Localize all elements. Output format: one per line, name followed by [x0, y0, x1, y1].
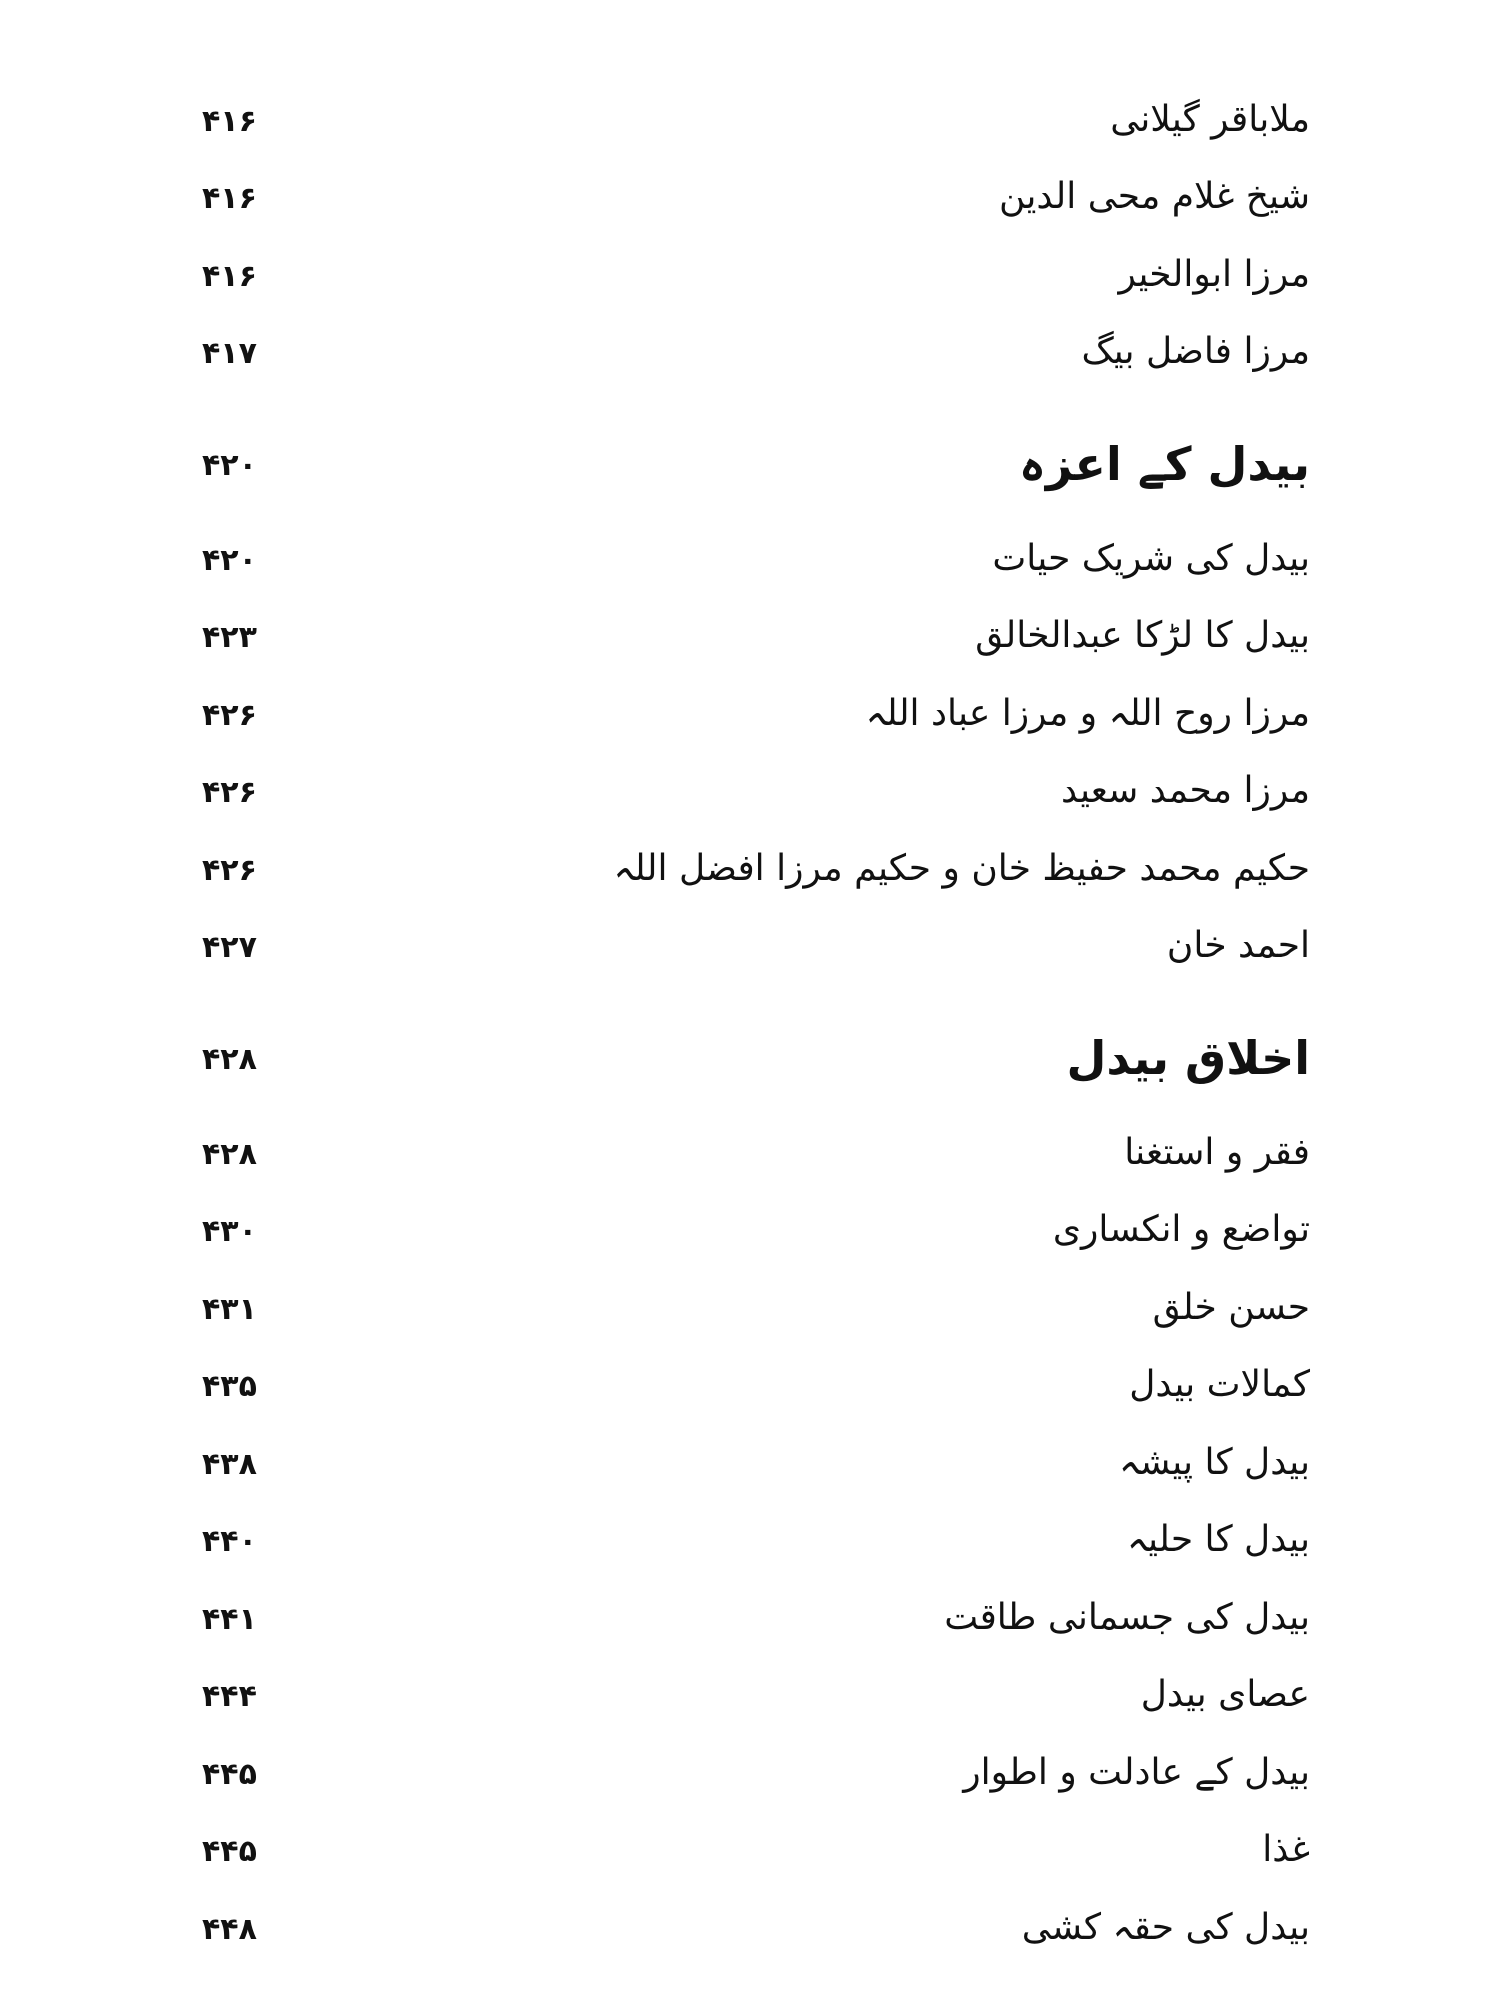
- toc-entry: [190, 1435, 1310, 1505]
- section-title: بیدل کے اعزہ: [1018, 437, 1310, 491]
- entry-title: بیدل کی جسمانی طاقت: [944, 1597, 1310, 1638]
- page-number: ۴۲۸: [202, 1042, 257, 1077]
- page-number: ۴۴۰: [202, 1524, 257, 1559]
- toc-entry: [190, 1125, 1310, 1195]
- toc-entry: [190, 608, 1310, 678]
- page-number: ۴۳۵: [202, 1369, 257, 1404]
- toc-entry: [190, 169, 1310, 239]
- entry-title: بیدل کی شریک حیات: [992, 538, 1310, 579]
- entry-title: بیدل کے عادلت و اطوار: [963, 1752, 1310, 1793]
- toc-entry: [190, 841, 1310, 911]
- page-number: ۴۴۸: [202, 1912, 257, 1947]
- page-number: ۴۴۱: [202, 1602, 257, 1637]
- toc-entry: [190, 918, 1310, 988]
- toc-entry: [190, 1822, 1310, 1892]
- page-number: ۴۲۶: [202, 775, 257, 810]
- page-number: ۴۴۵: [202, 1757, 257, 1792]
- toc-entry: [190, 763, 1310, 833]
- page-number: ۴۴۵: [202, 1834, 257, 1869]
- entry-title: کمالات بیدل: [1129, 1364, 1310, 1405]
- entry-title: مرزا فاضل بیگ: [1081, 331, 1310, 372]
- toc-entry: [190, 1512, 1310, 1582]
- entry-title: احمد خان: [1166, 925, 1310, 966]
- entry-title: غذا: [1262, 1829, 1310, 1870]
- page-number: ۴۱۶: [202, 104, 257, 139]
- toc-entry: [190, 1667, 1310, 1737]
- page-number: ۴۲۶: [202, 853, 257, 888]
- toc-entry: [190, 247, 1310, 317]
- toc-entry: [190, 686, 1310, 756]
- entry-title: بیدل کا لڑکا عبدالخالق: [975, 615, 1310, 656]
- toc-section-heading: [190, 1026, 1310, 1096]
- page-number: ۴۲۸: [202, 1137, 257, 1172]
- toc-entry: [190, 92, 1310, 162]
- page-number: ۴۳۱: [202, 1292, 257, 1327]
- section-title: اخلاق بیدل: [1066, 1031, 1310, 1085]
- entry-title: تواضع و انکساری: [1052, 1209, 1310, 1250]
- toc-entry: [190, 1900, 1310, 1970]
- entry-title: مرزا محمد سعید: [1061, 770, 1310, 811]
- page-number: ۴۱۶: [202, 259, 257, 294]
- toc-entry: [190, 531, 1310, 601]
- page-number: ۴۲۳: [202, 620, 257, 655]
- page-number: ۴۳۸: [202, 1447, 257, 1482]
- toc-entry: [190, 324, 1310, 394]
- toc-entry: [190, 1202, 1310, 1272]
- page-number: ۴۲۷: [202, 930, 257, 965]
- page-number: ۴۲۰: [202, 448, 257, 483]
- page-number: ۴۲۶: [202, 698, 257, 733]
- page-number: ۴۴۴: [202, 1679, 257, 1714]
- toc-entry: [190, 1745, 1310, 1815]
- entry-title: فقر و استغنا: [1124, 1132, 1310, 1173]
- page-number: ۴۲۰: [202, 543, 257, 578]
- entry-title: حکیم محمد حفیظ خان و حکیم مرزا افضل اللہ: [613, 848, 1310, 889]
- toc-entry: [190, 1590, 1310, 1660]
- toc-section-heading: [190, 432, 1310, 502]
- page-number: ۴۳۰: [202, 1214, 257, 1249]
- toc-entry: [190, 1357, 1310, 1427]
- entry-title: ملاباقر گیلانی: [1110, 99, 1310, 140]
- entry-title: مرزا ابوالخیر: [1118, 254, 1310, 295]
- entry-title: حسن خلق: [1152, 1287, 1310, 1328]
- toc-entry: [190, 1280, 1310, 1350]
- page-number: ۴۱۷: [202, 336, 257, 371]
- entry-title: شیخ غلام محی الدین: [998, 176, 1310, 217]
- entry-title: مرزا روح اللہ و مرزا عباد اللہ: [865, 693, 1310, 734]
- entry-title: بیدل کا حلیہ: [1126, 1519, 1310, 1560]
- page-number: ۴۱۶: [202, 181, 257, 216]
- entry-title: عصای بیدل: [1140, 1674, 1310, 1715]
- entry-title: بیدل کی حقہ کشی: [1021, 1907, 1310, 1948]
- entry-title: بیدل کا پیشہ: [1118, 1442, 1310, 1483]
